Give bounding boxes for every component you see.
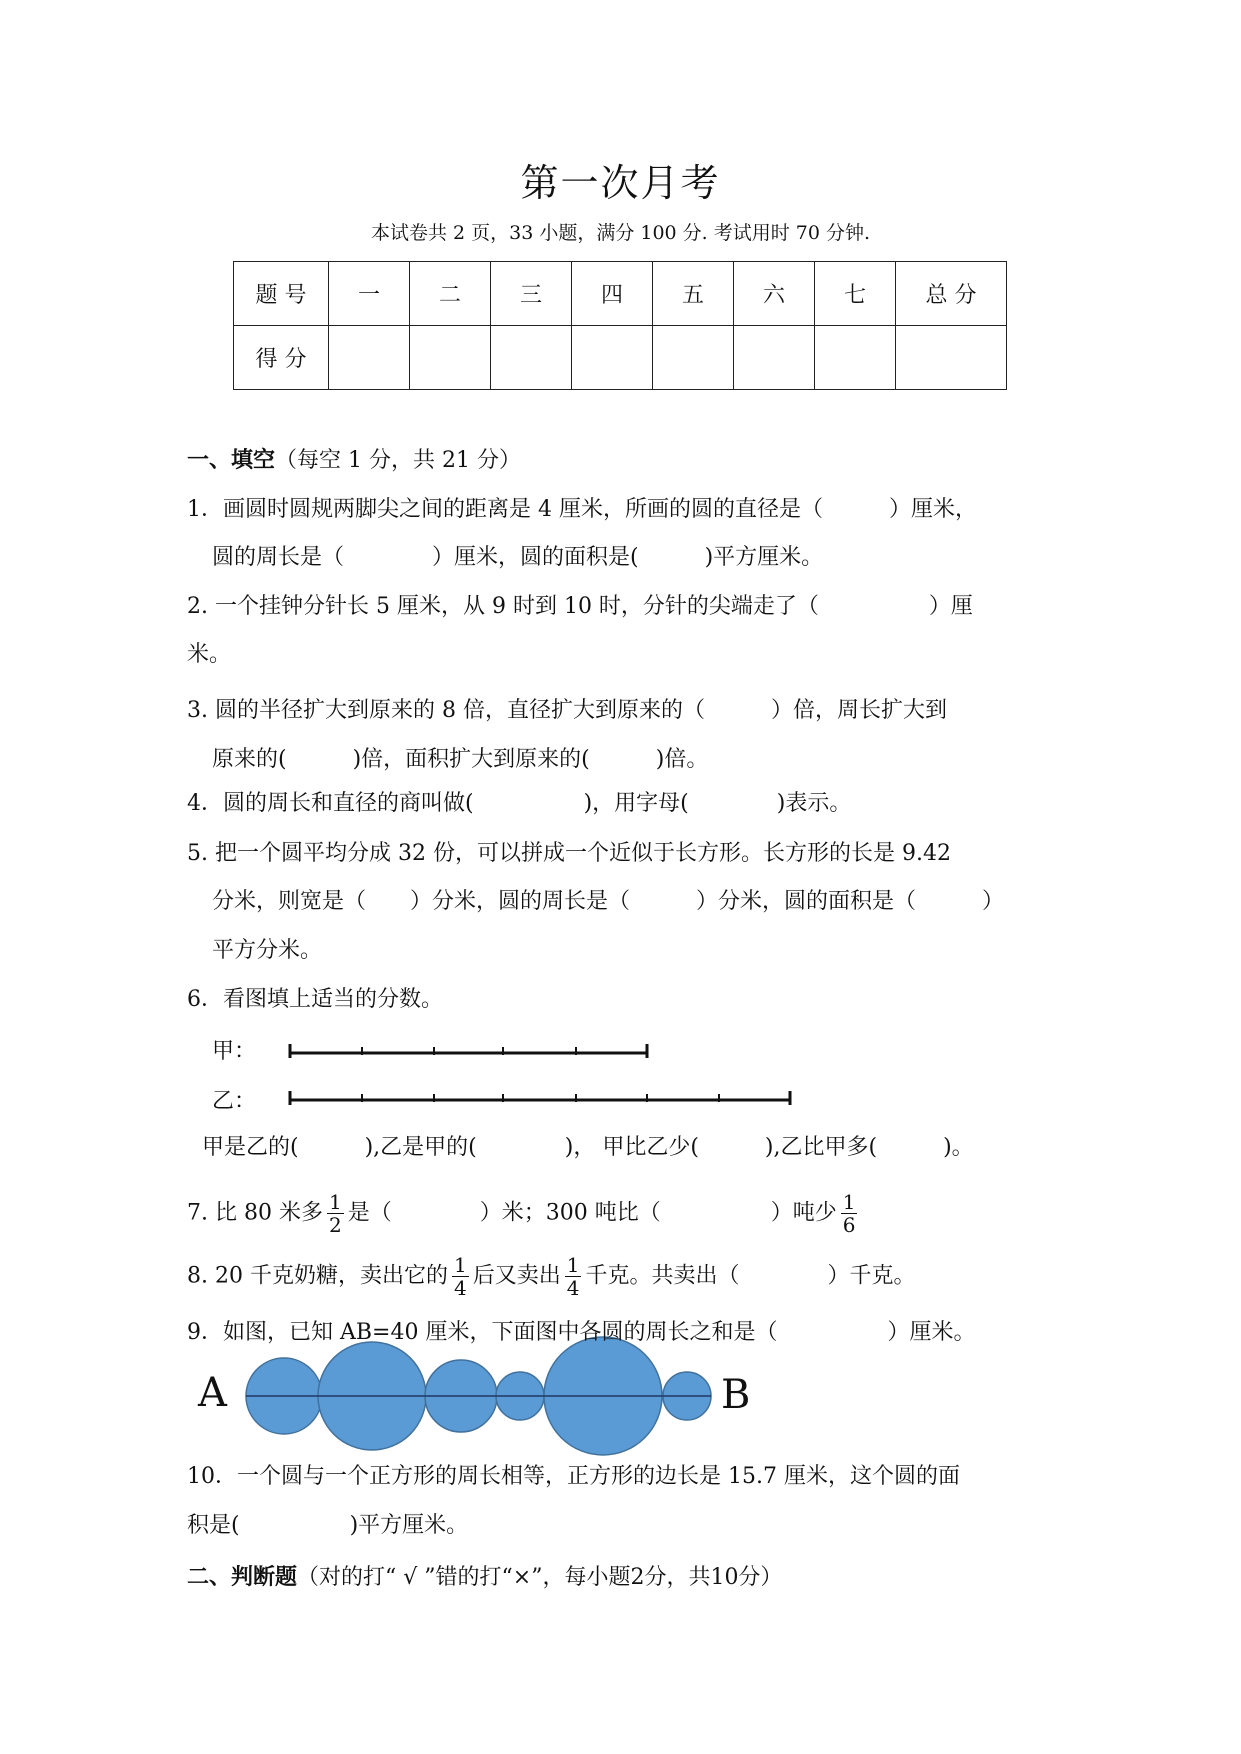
question-8 xyxy=(187,1254,915,1299)
score-table-cell: 五 xyxy=(653,262,734,326)
fraction-numerator: 1 xyxy=(328,1190,342,1214)
question-7-text-mid: 是（ ）米；300 吨比（ ）吨少 xyxy=(347,1200,837,1226)
fraction-numerator: 1 xyxy=(566,1253,580,1277)
question-4: 4．圆的周长和直径的商叫做( )，用字母( )表示。 xyxy=(187,791,852,816)
question-9: 9．如图，已知 AB=40 厘米，下面图中各圆的周长之和是（ ）厘米。 xyxy=(187,1320,976,1345)
question-7 xyxy=(187,1191,861,1236)
fraction-one-half xyxy=(327,1191,344,1236)
exam-subtitle: 本试卷共 2 页，33 小题，满分 100 分. 考试用时 70 分钟. xyxy=(370,222,871,244)
section2-heading: 二、判断题 xyxy=(187,1564,298,1590)
question-8-text-post: 千克。共卖出（ ）千克。 xyxy=(585,1263,916,1289)
score-table-cell: 题 号 xyxy=(234,262,329,326)
question-2-line-2: 米。 xyxy=(187,642,232,667)
circles-diagram xyxy=(246,1337,711,1455)
section2-note: （对的打“ √ ”错的打“×”，每小题2分，共10分） xyxy=(297,1565,783,1590)
exam-title: 第一次月考 xyxy=(520,161,721,205)
score-table-cell: 六 xyxy=(734,262,815,326)
score-table-cell: 一 xyxy=(329,262,410,326)
point-a-label: A xyxy=(198,1370,227,1416)
question-8-text-pre: 8. 20 千克奶糖，卖出它的 xyxy=(187,1263,448,1289)
question-5-line-1: 5. 把一个圆平均分成 32 份，可以拼成一个近似于长方形。长方形的长是 9.42 xyxy=(187,841,951,866)
section1-heading: 一、填空 xyxy=(187,447,276,473)
fraction-denominator: 2 xyxy=(328,1213,342,1237)
fraction-denominator: 4 xyxy=(453,1276,467,1300)
question-6-answers: 甲是乙的( ),乙是甲的( )， 甲比乙少( ),乙比甲多( )。 xyxy=(202,1135,974,1160)
score-table-cell: 四 xyxy=(572,262,653,326)
segment-yi xyxy=(290,1091,790,1105)
question-7-text-pre: 7. 比 80 米多 xyxy=(187,1200,323,1226)
score-table-cell: 总 分 xyxy=(896,262,1007,326)
question-1-line-2: 圆的周长是（ ）厘米，圆的面积是( )平方厘米。 xyxy=(212,545,824,570)
score-table-cell: 七 xyxy=(815,262,896,326)
section2-heading-line xyxy=(187,1562,782,1593)
fraction-one-sixth xyxy=(841,1191,858,1236)
question-5-line-2: 分米，则宽是（ ）分米，圆的周长是（ ）分米，圆的面积是（ ） xyxy=(212,889,1005,914)
question-2-line-1: 2. 一个挂钟分针长 5 厘米，从 9 时到 10 时，分针的尖端走了（ ）厘 xyxy=(187,594,973,619)
question-10-line-1: 10．一个圆与一个正方形的周长相等，正方形的边长是 15.7 厘米，这个圆的面 xyxy=(187,1464,960,1489)
score-table-cell: 二 xyxy=(410,262,491,326)
point-b-label: B xyxy=(721,1372,751,1418)
score-table-cell: 三 xyxy=(491,262,572,326)
fraction-numerator: 1 xyxy=(453,1253,467,1277)
fraction-denominator: 6 xyxy=(842,1213,856,1237)
question-6-label-yi: 乙： xyxy=(212,1089,257,1114)
question-6: 6．看图填上适当的分数。 xyxy=(187,987,443,1012)
question-3-line-2: 原来的( )倍，面积扩大到原来的( )倍。 xyxy=(212,747,709,772)
question-3-line-1: 3. 圆的半径扩大到原来的 8 倍，直径扩大到原来的（ ）倍，周长扩大到 xyxy=(187,698,947,723)
score-table-cell: 得 分 xyxy=(234,326,329,390)
question-10-line-2: 积是( )平方厘米。 xyxy=(187,1513,469,1538)
fraction-one-quarter xyxy=(452,1254,469,1299)
fraction-numerator: 1 xyxy=(842,1190,856,1214)
fraction-denominator: 4 xyxy=(566,1276,580,1300)
question-8-text-mid: 后又卖出 xyxy=(472,1263,561,1289)
question-1-line-1: 1．画圆时圆规两脚尖之间的距离是 4 厘米，所画的圆的直径是（ ）厘米， xyxy=(187,497,977,522)
question-6-label-jia: 甲： xyxy=(212,1039,257,1064)
question-5-line-3: 平方分米。 xyxy=(212,938,323,963)
fraction-one-quarter xyxy=(565,1254,582,1299)
segment-jia xyxy=(290,1044,647,1058)
section1-note: （每空 1 分，共 21 分） xyxy=(275,448,521,473)
